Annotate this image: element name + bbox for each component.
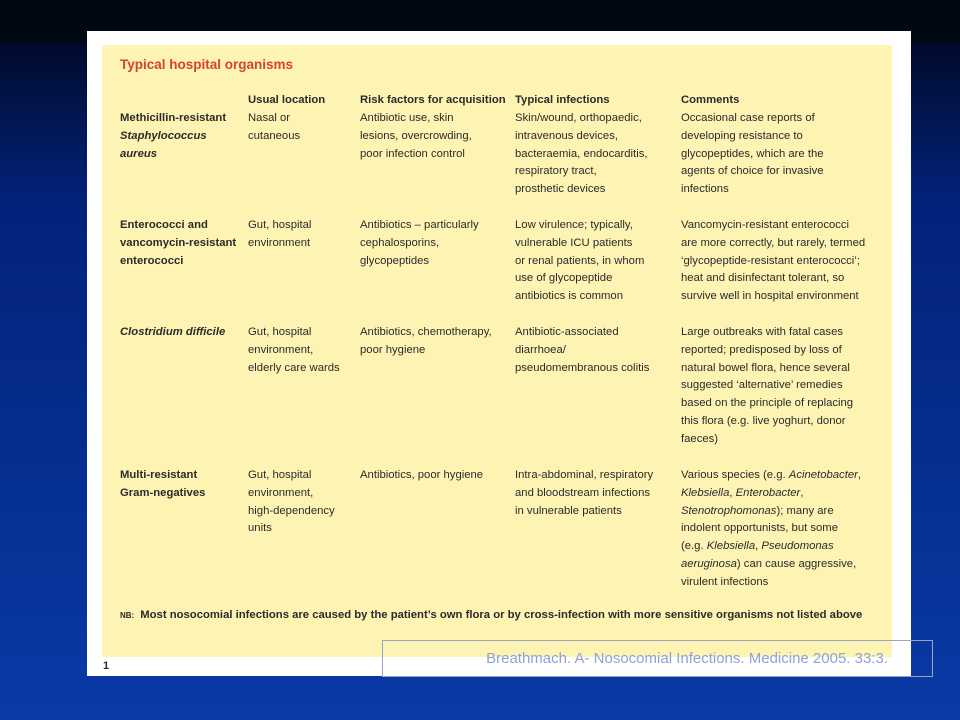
header-usual-location: Usual location [248, 94, 326, 106]
row-mrsa-comments: Occasional case reports of developing resistance to glycopeptides, which are the agents of choice for invasive infections [681, 112, 824, 196]
header-typical-infections: Typical infections [515, 94, 610, 106]
row-cdiff-infections: Antibiotic-associated diarrhoea/ pseudomembranous colitis [515, 326, 650, 374]
row-mrsa-risk: Antibiotic use, skin lesions, overcrowding, poor infection control [360, 112, 472, 160]
page-number: 1 [103, 660, 110, 672]
row-gramneg-risk: Antibiotics, poor hygiene [360, 469, 484, 481]
row-cdiff-risk: Antibiotics, chemotherapy, poor hygiene [360, 326, 492, 356]
row-enterococci-location: Gut, hospital environment [248, 219, 312, 249]
citation-text: Breathmach. A- Nosocomial Infections. Medicine 2005. 33:3. [486, 650, 888, 667]
header-comments: Comments [681, 94, 740, 106]
footnote-label: NB: [120, 611, 135, 620]
row-enterococci-comments: Vancomycin-resistant enterococci are more correctly, but rarely, termed ‘glycopeptide-resistant enterococci’; heat and disinfectant tolerant, so survive well in hospital environment [681, 219, 866, 303]
organism-clostridium-difficile: Clostridium difficile [120, 326, 226, 338]
row-cdiff-location: Gut, hospital environment, elderly care wards [248, 326, 340, 374]
row-cdiff-comments: Large outbreaks with fatal cases reported; predisposed by loss of natural bowel flora, hence several suggested ‘alternative’ remedies based on the principle of replacing this flora (e.g. live yoghurt, donor faeces) [681, 326, 854, 445]
row-mrsa-location: Nasal or cutaneous [248, 112, 301, 142]
row-mrsa-infections: Skin/wound, orthopaedic, intravenous devices, bacteraemia, endocarditis, respiratory tract, prosthetic devices [515, 112, 648, 196]
row-gramneg-infections: Intra-abdominal, respiratory and bloodstream infections in vulnerable patients [515, 469, 654, 517]
row-gramneg-location: Gut, hospital environment, high-dependency units [248, 469, 335, 535]
footnote-text: Most nosocomial infections are caused by the patient’s own flora or by cross-infection with more sensitive organisms not listed above [140, 609, 863, 621]
organism-mrsa: Methicillin-resistant Staphylococcus aureus [120, 112, 227, 160]
row-enterococci-risk: Antibiotics – particularly cephalosporins, glycopeptides [360, 219, 479, 267]
header-risk-factors: Risk factors for acquisition [360, 94, 506, 106]
footnote [120, 609, 890, 621]
box-title: Typical hospital organisms [120, 57, 294, 72]
citation-box [382, 640, 933, 677]
row-enterococci-infections: Low virulence; typically, vulnerable ICU patients or renal patients, in whom use of glycopeptide antibiotics is common [515, 219, 645, 303]
organism-enterococci: Enterococci and vancomycin-resistant enterococci [120, 219, 237, 267]
row-gramneg-comments: Various species (e.g. Acinetobacter, Klebsiella, Enterobacter, Stenotrophomonas); many are indolent opportunists, but some (e.g. Klebsiella, Pseudomonas aeruginosa) can cause aggressive, virulent infections [681, 469, 862, 588]
organism-gram-negatives: Multi-resistant Gram-negatives [120, 469, 206, 499]
